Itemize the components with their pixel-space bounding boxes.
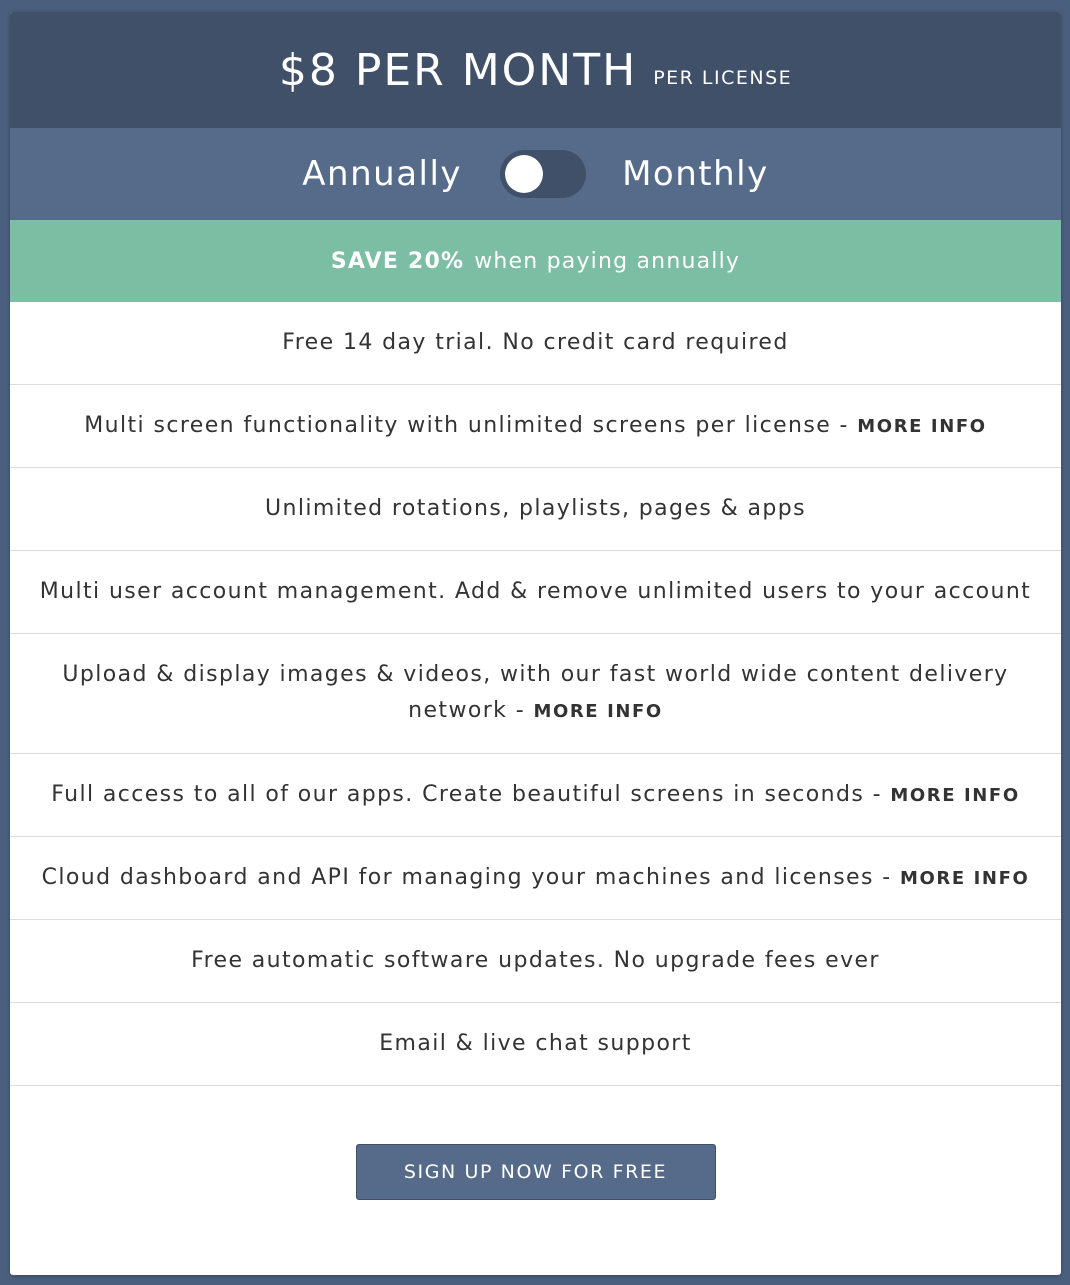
feature-text: Multi user account management. Add & remove unlimited users to your account [39, 579, 1032, 604]
feature-item [10, 920, 1061, 1003]
feature-text: Free 14 day trial. No credit card required [282, 330, 789, 355]
feature-item [10, 634, 1061, 754]
annually-label[interactable]: Annually [302, 154, 463, 194]
feature-item [10, 551, 1061, 634]
feature-text: Multi screen functionality with unlimited screens per license - [84, 412, 858, 438]
feature-text: Cloud dashboard and API for managing your machines and licenses - [41, 864, 900, 890]
toggle-knob[interactable] [505, 155, 543, 193]
save-text: when paying annually [474, 248, 741, 274]
feature-text: Upload & display images & videos, with our fast world wide content delivery network - [62, 662, 1009, 723]
more-info-link[interactable]: MORE INFO [899, 867, 1030, 889]
feature-text: Email & live chat support [379, 1031, 692, 1056]
more-info-link[interactable]: MORE INFO [890, 784, 1020, 806]
feature-item [10, 468, 1061, 551]
save-banner [10, 220, 1061, 302]
more-info-link[interactable]: MORE INFO [533, 701, 663, 722]
feature-text: Full access to all of our apps. Create beautiful screens in seconds - [51, 781, 891, 807]
feature-text: Free automatic software updates. No upgrade fees ever [191, 948, 880, 973]
feature-list [10, 302, 1061, 1086]
sign-up-button[interactable]: SIGN UP NOW FOR FREE [356, 1144, 716, 1200]
feature-item [10, 1003, 1061, 1086]
price-unit: PER LICENSE [653, 67, 793, 89]
price-header [10, 12, 1061, 128]
billing-toggle-bar [10, 128, 1061, 220]
feature-item [10, 385, 1061, 468]
pricing-card [10, 12, 1061, 1275]
feature-item [10, 837, 1061, 920]
monthly-label[interactable]: Monthly [622, 154, 769, 194]
save-highlight: SAVE 20% [330, 248, 465, 274]
feature-text: Unlimited rotations, playlists, pages & apps [264, 496, 806, 521]
price-amount: $8 PER MONTH [278, 44, 638, 96]
cta-container [10, 1086, 1061, 1200]
feature-item [10, 302, 1061, 385]
billing-toggle-switch[interactable] [500, 150, 586, 198]
more-info-link[interactable]: MORE INFO [857, 415, 987, 437]
feature-item [10, 754, 1061, 837]
